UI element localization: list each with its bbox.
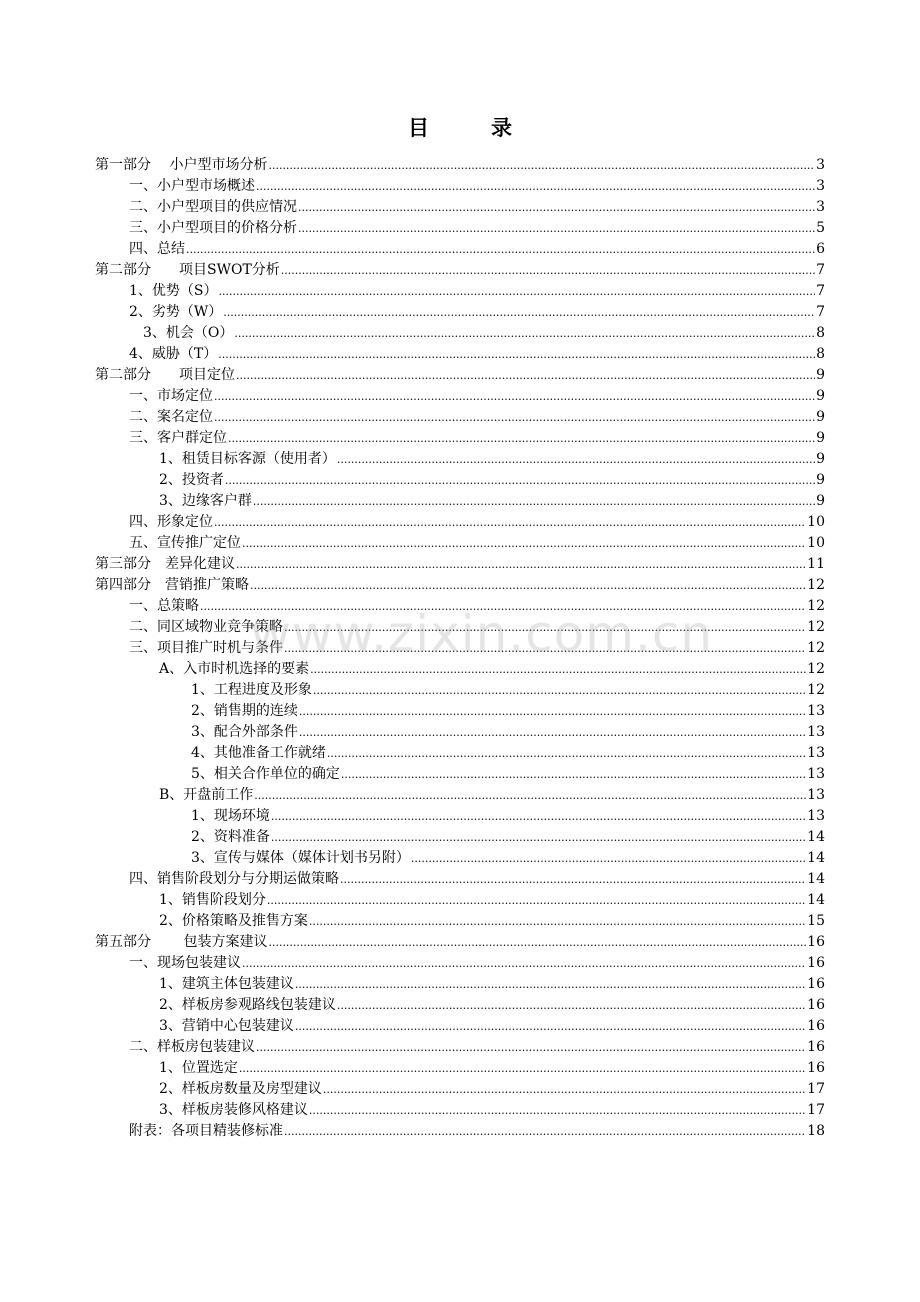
toc-entry-label: 五、宣传推广定位 [129,535,241,551]
toc-entry[interactable] [95,449,825,470]
toc-entry[interactable] [95,1100,825,1121]
toc-entry[interactable] [95,848,825,869]
toc-entry-page-number: 5 [816,220,825,236]
toc-entry-page-number: 13 [807,787,825,803]
toc-dot-leader [313,680,806,701]
toc-dot-leader [254,785,806,806]
toc-dot-leader [299,701,806,722]
toc-entry[interactable] [95,260,825,281]
toc-entry-page-number: 17 [807,1102,825,1118]
toc-entry-page-number: 12 [807,682,825,698]
toc-entry[interactable] [95,743,825,764]
toc-entry-label: 3、宣传与媒体（媒体计划书另附） [191,850,410,866]
toc-dot-leader [214,512,806,533]
toc-entry[interactable] [95,659,825,680]
toc-dot-leader [337,995,806,1016]
toc-entry-label: 2、资料准备 [191,829,270,845]
toc-entry-page-number: 12 [807,619,825,635]
toc-entry-page-number: 9 [816,430,825,446]
toc-entry-page-number: 17 [807,1081,825,1097]
toc-entry-page-number: 9 [816,451,825,467]
toc-entry[interactable] [95,995,825,1016]
toc-dot-leader [271,827,806,848]
toc-entry-label: 一、总策略 [129,598,199,614]
toc-dot-leader [323,1079,806,1100]
toc-dot-leader [236,365,815,386]
toc-dot-leader [223,302,815,323]
toc-dot-leader [284,638,806,659]
toc-dot-leader [225,470,815,491]
toc-entry-page-number: 14 [807,829,825,845]
toc-dot-leader [271,806,806,827]
toc-dot-leader [214,386,815,407]
toc-entry[interactable] [95,596,825,617]
toc-entry-label: 二、同区域物业竞争策略 [129,619,283,635]
toc-dot-leader [337,449,815,470]
toc-entry-label: 2、价格策略及推售方案 [159,913,308,929]
toc-entry[interactable] [95,680,825,701]
toc-entry[interactable] [95,764,825,785]
toc-entry[interactable] [95,806,825,827]
toc-entry-label: 附表：各项目精装修标准 [129,1123,283,1139]
toc-entry[interactable] [95,932,825,953]
toc-entry-page-number: 14 [807,850,825,866]
page-title [0,114,920,142]
toc-entry-label: 1、优势（S） [129,283,218,299]
toc-entry-label: 三、小户型项目的价格分析 [129,220,297,236]
toc-entry-label: 3、机会（O） [143,325,234,341]
toc-dot-leader [253,491,815,512]
toc-dot-leader [295,1016,806,1037]
toc-entry-label: 1、销售阶段划分 [159,892,266,908]
toc-entry-page-number: 13 [807,766,825,782]
toc-entry-label: 一、市场定位 [129,388,213,404]
toc-entry-label: 4、其他准备工作就绪 [191,745,326,761]
toc-entry-page-number: 7 [816,262,825,278]
toc-entry-label: 3、边缘客户群 [159,493,252,509]
toc-entry-label: 1、位置选定 [159,1060,238,1076]
toc-entry-page-number: 13 [807,703,825,719]
toc-entry-label: 第二部分 项目定位 [95,367,235,383]
toc-entry-page-number: 9 [816,409,825,425]
toc-entry-page-number: 10 [807,535,825,551]
toc-dot-leader [298,197,815,218]
toc-dot-leader [327,743,806,764]
toc-entry[interactable] [95,281,825,302]
toc-entry-label: 四、销售阶段划分与分期运做策略 [129,871,339,887]
toc-entry-page-number: 16 [807,976,825,992]
toc-entry-label: 3、配合外部条件 [191,724,298,740]
toc-entry[interactable] [95,218,825,239]
toc-entry-page-number: 9 [816,493,825,509]
toc-dot-leader [268,932,806,953]
toc-entry-label: 3、营销中心包装建议 [159,1018,294,1034]
toc-entry[interactable] [95,554,825,575]
toc-dot-leader [340,869,806,890]
toc-entry[interactable] [95,197,825,218]
toc-entry-page-number: 8 [816,346,825,362]
toc-entry[interactable] [95,911,825,932]
toc-dot-leader [284,1121,806,1142]
toc-entry-label: 三、项目推广时机与条件 [129,640,283,656]
toc-entry-label: 第二部分 项目SWOT分析 [95,262,280,278]
toc-dot-leader [341,764,806,785]
toc-entry-page-number: 18 [807,1123,825,1139]
toc-dot-leader [309,1100,806,1121]
toc-entry-page-number: 9 [816,388,825,404]
toc-dot-leader [186,239,815,260]
toc-entry[interactable] [95,176,825,197]
toc-dot-leader [234,323,815,344]
toc-dot-leader [309,911,806,932]
toc-entry-label: A、入市时机选择的要素 [159,661,310,677]
toc-entry-label: 1、租赁目标客源（使用者） [159,451,336,467]
toc-dot-leader [284,617,806,638]
toc-entry-page-number: 16 [807,1060,825,1076]
toc-entry-page-number: 12 [807,598,825,614]
toc-entry[interactable] [95,1079,825,1100]
toc-entry-page-number: 16 [807,1018,825,1034]
toc-entry[interactable] [95,323,825,344]
toc-entry-label: 2、销售期的连续 [191,703,298,719]
toc-entry-label: B、开盘前工作 [159,787,254,803]
toc-entry[interactable] [95,365,825,386]
toc-entry-label: 1、现场环境 [191,808,270,824]
toc-entry-label: 第三部分 差异化建议 [95,556,235,572]
toc-entry-page-number: 15 [807,913,825,929]
toc-entry[interactable] [95,638,825,659]
toc-entry-page-number: 14 [807,871,825,887]
toc-entry[interactable] [95,1058,825,1079]
toc-entry-label: 2、投资者 [159,472,224,488]
table-of-contents [95,155,825,1142]
toc-dot-leader [298,218,815,239]
toc-entry[interactable] [95,1016,825,1037]
toc-dot-leader [218,344,815,365]
toc-entry-label: 1、建筑主体包装建议 [159,976,294,992]
toc-entry[interactable] [95,827,825,848]
toc-entry[interactable] [95,512,825,533]
toc-entry[interactable] [95,617,825,638]
toc-entry-label: 5、相关合作单位的确定 [191,766,340,782]
toc-entry-label: 二、小户型项目的供应情况 [129,199,297,215]
toc-dot-leader [299,722,806,743]
toc-entry-page-number: 7 [816,304,825,320]
toc-entry[interactable] [95,533,825,554]
toc-entry[interactable] [95,428,825,449]
toc-entry[interactable] [95,470,825,491]
toc-dot-leader [281,260,815,281]
toc-entry-page-number: 13 [807,724,825,740]
toc-entry-page-number: 11 [807,556,825,572]
toc-dot-leader [236,554,806,575]
toc-entry-page-number: 3 [816,178,825,194]
toc-entry-page-number: 16 [807,955,825,971]
toc-dot-leader [295,974,806,995]
toc-entry[interactable] [95,1121,825,1142]
watermark: www.zixin.com.cn [250,605,714,663]
toc-entry-page-number: 12 [807,577,825,593]
toc-entry[interactable] [95,1037,825,1058]
toc-entry[interactable] [95,722,825,743]
toc-dot-leader [268,155,815,176]
toc-entry[interactable] [95,953,825,974]
toc-dot-leader [219,281,816,302]
title-char-1: 目 [408,116,429,140]
toc-entry-label: 第一部分 小户型市场分析 [95,157,268,173]
toc-entry-page-number: 16 [807,997,825,1013]
toc-entry[interactable] [95,155,825,176]
toc-dot-leader [250,575,806,596]
toc-entry-label: 2、劣势（W） [129,304,223,320]
toc-dot-leader [242,953,806,974]
toc-entry[interactable] [95,407,825,428]
toc-entry-label: 第四部分 营销推广策略 [95,577,249,593]
toc-entry[interactable] [95,701,825,722]
toc-entry-label: 一、小户型市场概述 [129,178,255,194]
toc-entry[interactable] [95,890,825,911]
toc-entry-label: 第五部分 包装方案建议 [95,934,268,950]
toc-entry[interactable] [95,974,825,995]
toc-dot-leader [411,848,806,869]
toc-entry-label: 1、工程进度及形象 [191,682,312,698]
toc-entry-page-number: 10 [807,514,825,530]
toc-entry-page-number: 8 [816,325,825,341]
toc-entry[interactable] [95,344,825,365]
toc-dot-leader [242,533,806,554]
toc-entry-page-number: 14 [807,892,825,908]
toc-dot-leader [200,596,806,617]
toc-entry-page-number: 16 [807,1039,825,1055]
toc-entry-label: 一、现场包装建议 [129,955,241,971]
toc-dot-leader [228,428,815,449]
toc-entry-page-number: 9 [816,472,825,488]
toc-dot-leader [256,176,815,197]
toc-entry-page-number: 13 [807,808,825,824]
toc-dot-leader [267,890,806,911]
toc-entry-page-number: 16 [807,934,825,950]
toc-entry-page-number: 3 [816,199,825,215]
toc-dot-leader [310,659,806,680]
toc-entry-page-number: 3 [816,157,825,173]
toc-entry-label: 二、样板房包装建议 [129,1039,255,1055]
toc-entry-label: 四、形象定位 [129,514,213,530]
title-char-2: 录 [491,116,512,140]
toc-entry[interactable] [95,302,825,323]
toc-entry-label: 二、案名定位 [129,409,213,425]
toc-entry[interactable] [95,386,825,407]
toc-entry[interactable] [95,491,825,512]
toc-entry[interactable] [95,869,825,890]
toc-entry-label: 三、客户群定位 [129,430,227,446]
toc-entry-label: 四、总结 [129,241,185,257]
toc-entry-label: 4、威胁（T） [129,346,218,362]
toc-entry[interactable] [95,575,825,596]
toc-entry-page-number: 13 [807,745,825,761]
toc-entry[interactable] [95,785,825,806]
toc-entry[interactable] [95,239,825,260]
toc-dot-leader [256,1037,806,1058]
toc-entry-page-number: 12 [807,661,825,677]
toc-entry-label: 3、样板房装修风格建议 [159,1102,308,1118]
toc-dot-leader [239,1058,806,1079]
toc-entry-page-number: 12 [807,640,825,656]
toc-entry-page-number: 9 [816,367,825,383]
toc-entry-page-number: 6 [816,241,825,257]
toc-dot-leader [214,407,815,428]
toc-entry-page-number: 7 [816,283,825,299]
toc-entry-label: 2、样板房数量及房型建议 [159,1081,322,1097]
toc-entry-label: 2、样板房参观路线包装建议 [159,997,336,1013]
